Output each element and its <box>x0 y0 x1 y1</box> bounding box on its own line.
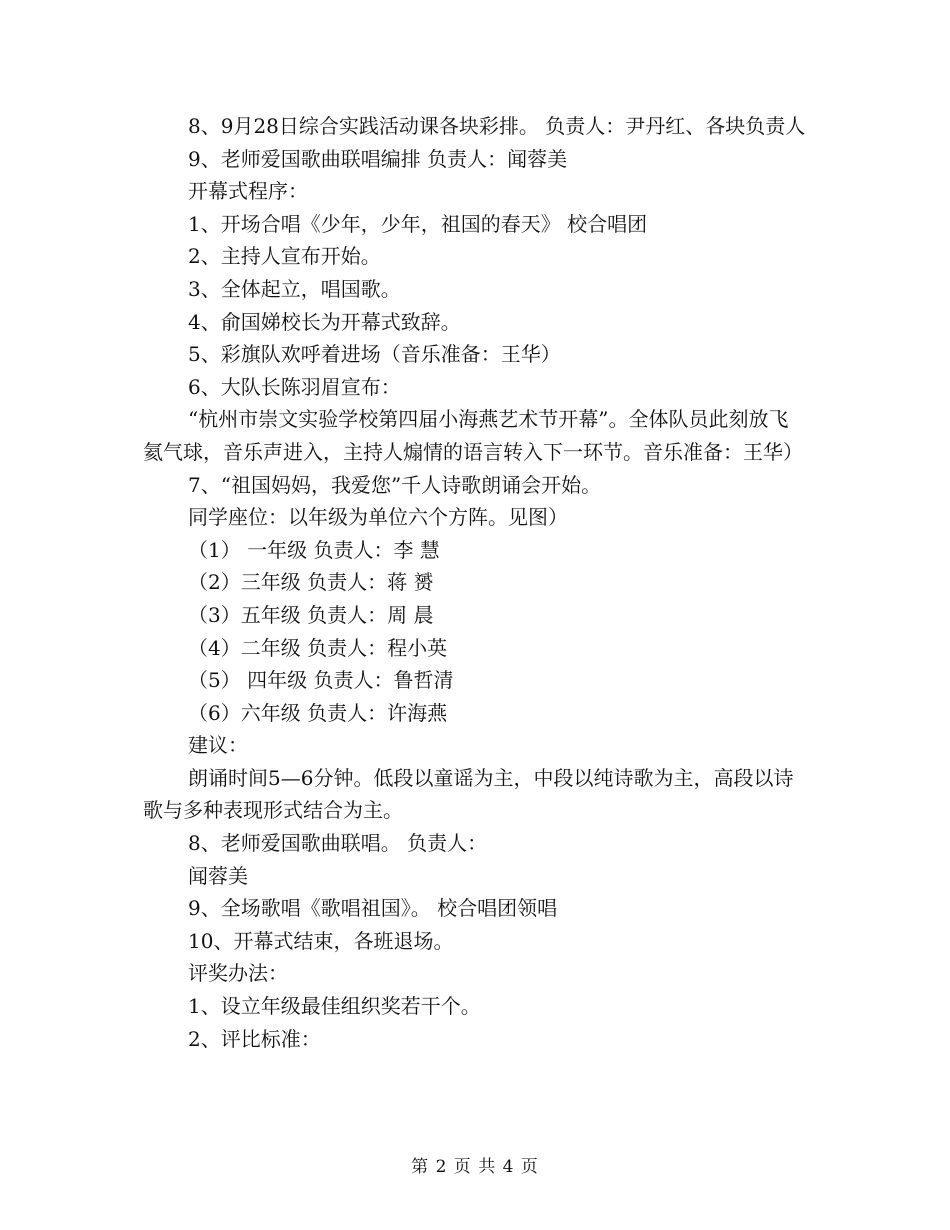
paragraph: 10、开幕式结束，各班退场。 <box>188 928 454 953</box>
document-body <box>143 110 808 1055</box>
paragraph: 6、大队长陈羽眉宣布： <box>188 374 401 399</box>
paragraph: （5） 四年级 负责人：鲁哲清 <box>188 668 454 693</box>
page-footer: 第 2 页 共 4 页 <box>411 1157 539 1177</box>
paragraph: 同学座位：以年级为单位六个方阵。见图） <box>188 505 568 530</box>
paragraph: （6）六年级 负责人：许海燕 <box>188 700 448 725</box>
paragraph: 2、评比标准： <box>188 1026 321 1051</box>
paragraph: 7、“祖国妈妈，我爱您”千人诗歌朗诵会开始。 <box>188 472 602 497</box>
paragraph: 8、9月28日综合实践活动课各块彩排。 负责人：尹丹红、各块负责人 <box>188 114 806 138</box>
paragraph: 评奖办法： <box>188 961 288 986</box>
paragraph: （2）三年级 负责人：蒋 赟 <box>188 570 434 595</box>
paragraph: 3、全体起立，唱国歌。 <box>188 276 401 301</box>
paragraph: 9、全场歌唱《歌唱祖国》。 校合唱团领唱 <box>188 896 558 921</box>
paragraph: 8、老师爱国歌曲联唱。 负责人： <box>188 831 488 856</box>
paragraph: 朗诵时间5—6分钟。低段以童谣为主，中段以纯诗歌为主，高段以诗歌与多种表现形式结合为主。 <box>143 765 794 823</box>
paragraph: 1、开场合唱《少年，少年，祖国的春天》 校合唱团 <box>188 211 648 236</box>
paragraph: 9、老师爱国歌曲联唱编排 负责人：闻蓉美 <box>188 146 568 171</box>
paragraph: “杭州市崇文实验学校第四届小海燕艺术节开幕”。全体队员此刻放飞氦气球，音乐声进入，主持人煽情的语言转入下一环节。音乐准备：王华） <box>143 407 803 464</box>
paragraph: 建议： <box>188 733 248 758</box>
paragraph: 闻蓉美 <box>188 863 248 888</box>
paragraph: （4）二年级 负责人：程小英 <box>188 635 448 660</box>
paragraph: 2、主持人宣布开始。 <box>188 244 381 269</box>
paragraph: （3）五年级 负责人：周 晨 <box>188 602 434 627</box>
paragraph: （1） 一年级 负责人：李 慧 <box>188 537 440 562</box>
paragraph: 1、设立年级最佳组织奖若干个。 <box>188 994 481 1019</box>
paragraph: 开幕式程序： <box>188 179 308 204</box>
paragraph: 5、彩旗队欢呼着进场（音乐准备：王华） <box>188 342 561 367</box>
paragraph: 4、俞国娣校长为开幕式致辞。 <box>188 309 461 334</box>
